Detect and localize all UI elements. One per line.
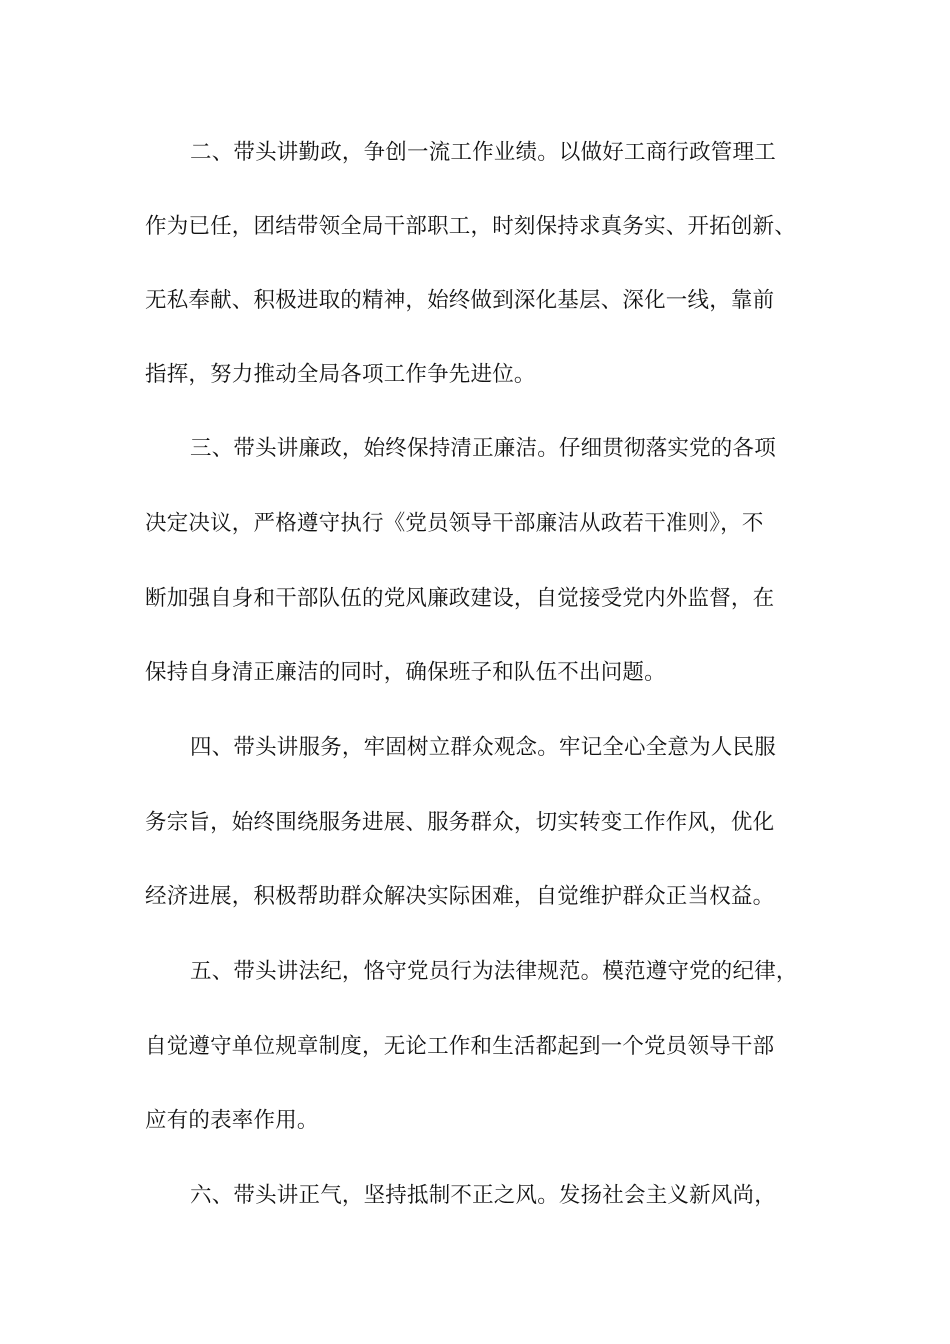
text-line: 务宗旨，始终围绕服务进展、服务群众，切实转变工作作风，优化 [145,810,775,835]
text-line: 无私奉献、积极进取的精神，始终做到深化基层、深化一线，靠前 [145,288,775,313]
text-line: 六、带头讲正气，坚持抵制不正之风。发扬社会主义新风尚， [190,1183,776,1208]
text-line: 自觉遵守单位规章制度，无论工作和生活都起到一个党员领导干部 [145,1034,775,1059]
text-line: 应有的表率作用。 [145,1108,319,1133]
text-line: 断加强自身和干部队伍的党风廉政建设，自觉接受党内外监督，在 [145,586,775,611]
text-line: 指挥，努力推动全局各项工作争先进位。 [145,362,536,387]
text-line: 作为已任，团结带领全局干部职工，时刻保持求真务实、开拓创新、 [145,214,797,239]
text-line: 四、带头讲服务，牢固树立群众观念。牢记全心全意为人民服 [190,735,776,760]
text-line: 保持自身清正廉洁的同时，确保班子和队伍不出问题。 [145,660,666,685]
text-line: 二、带头讲勤政，争创一流工作业绩。以做好工商行政管理工 [190,140,776,165]
text-line: 五、带头讲法纪，恪守党员行为法律规范。模范遵守党的纪律， [190,959,798,984]
text-line: 决定决议，严格遵守执行《党员领导干部廉洁从政若干准则》，不 [145,511,764,536]
text-line: 经济进展，积极帮助群众解决实际困难，自觉维护群众正当权益。 [145,884,775,909]
text-line: 三、带头讲廉政，始终保持清正廉洁。仔细贯彻落实党的各项 [190,436,776,461]
